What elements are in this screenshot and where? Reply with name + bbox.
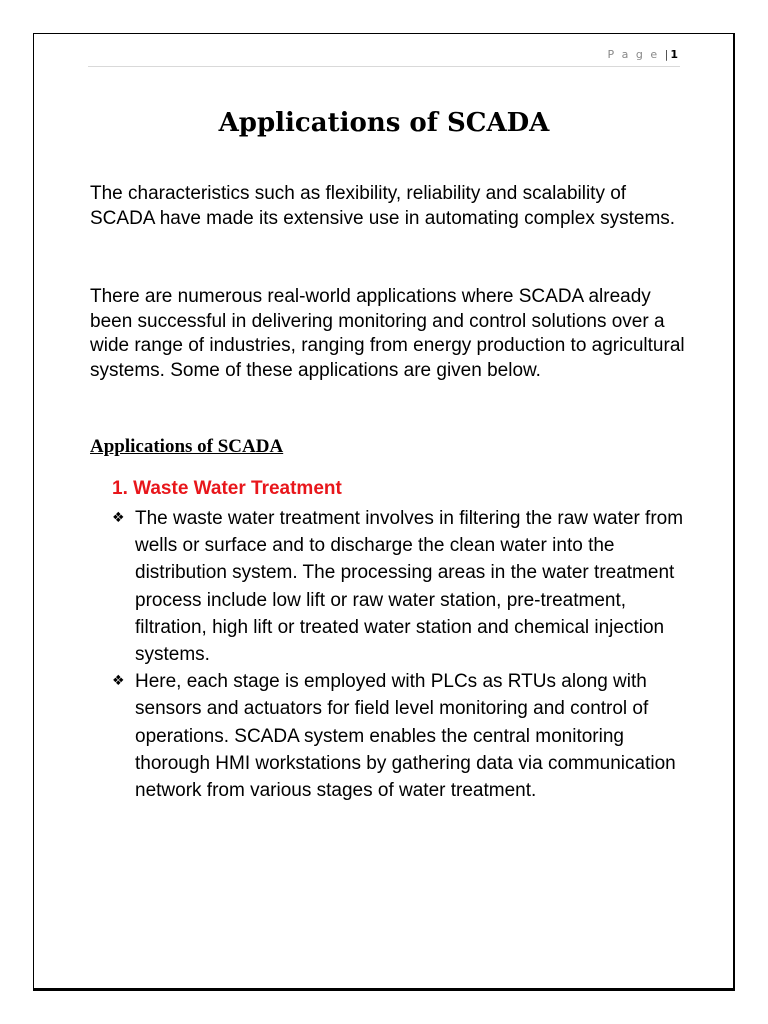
page-header — [88, 46, 680, 67]
applications-paragraph: There are numerous real-world applications where SCADA already been successful in delivering monitoring and control solutions over a wide range of industries, ranging from energy production to agricultural systems. Some of these applications are given below. — [90, 286, 685, 381]
bullet-list — [112, 505, 692, 804]
list-item — [112, 505, 692, 668]
four-diamond-star-icon: ❖ — [112, 673, 125, 690]
four-diamond-star-icon: ❖ — [112, 510, 125, 526]
page-label: P a g e — [607, 48, 660, 61]
section-heading: Applications of SCADA — [90, 436, 284, 457]
page-number-label — [608, 48, 679, 61]
page-number: 1 — [670, 48, 678, 61]
subheading-waste-water: 1. Waste Water Treatment — [112, 478, 342, 499]
bullet-text: The waste water treatment involves in filtering the raw water from wells or surface and to discharge the clean water into the distribution system. The processing areas in the water treatment process include low lift or raw water station, pre-treatment, filtration, high lift or treated water station and chemical injection systems. — [135, 508, 684, 666]
list-item — [112, 668, 692, 804]
page-separator: | — [664, 48, 669, 61]
document-title: Applications of SCADA — [218, 108, 550, 138]
intro-paragraph: The characteristics such as flexibility, reliability and scalability of SCADA have made its extensive use in automating complex systems. — [90, 183, 676, 229]
bullet-text: Here, each stage is employed with PLCs as RTUs along with sensors and actuators for field level monitoring and control of operations. SCADA system enables the central monitoring thorough HMI workstations by gathering data via communication network from various stages of water treatment. — [135, 671, 676, 802]
